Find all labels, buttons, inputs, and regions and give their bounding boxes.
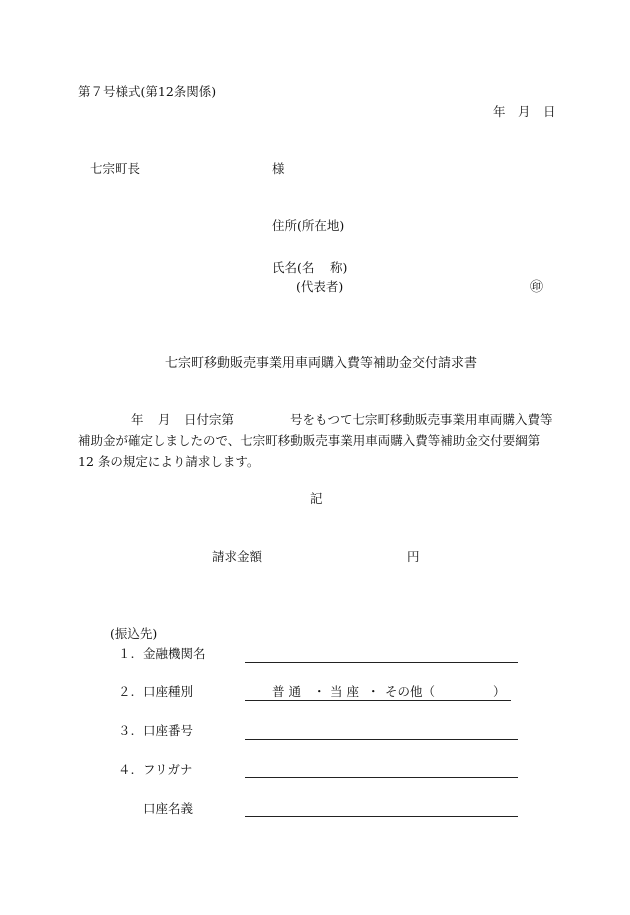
bank-item-label-account-holder: 口座名義 <box>143 801 194 816</box>
institution-name-underline <box>245 662 518 663</box>
name-label-prefix: 氏名(名 <box>272 260 315 275</box>
account-number-underline <box>245 739 518 740</box>
body-line3: 12 条の規定により請求します。 <box>78 454 260 469</box>
ki-marker: 記 <box>310 491 323 506</box>
date-day-label: 日 <box>543 104 556 119</box>
account-type-checking: 当 座 <box>330 684 359 699</box>
account-type-close: ） <box>493 684 506 699</box>
bank-item-label-institution: 金融機関名 <box>143 646 206 661</box>
account-holder-underline <box>245 816 518 817</box>
bank-item-label-account-number: 口座番号 <box>143 723 194 738</box>
bank-heading: (振込先) <box>110 626 158 641</box>
bank-item-number: １. <box>118 646 135 661</box>
body-line1-text: 号をもつて七宗町移動販売事業用車両購入費等 <box>290 412 553 427</box>
form-number: 第７号様式(第12条関係) <box>78 84 217 99</box>
account-type-underline <box>245 700 511 701</box>
amount-unit: 円 <box>407 549 420 564</box>
address-label: 住所(所在地) <box>272 218 345 233</box>
body-line2: 補助金が確定しましたので、七宗町移動販売事業用車両購入費等補助金交付要綱第 <box>78 433 541 448</box>
bank-item-number: ３. <box>118 723 135 738</box>
account-type-other: その他（ <box>385 684 436 699</box>
furigana-underline <box>245 777 518 778</box>
document-title: 七宗町移動販売事業用車両購入費等補助金交付請求書 <box>165 356 478 371</box>
bank-item-label-account-type: 口座種別 <box>143 684 194 699</box>
representative-label: (代表者) <box>296 279 344 294</box>
bank-item-label-furigana: フリガナ <box>143 762 193 777</box>
bank-item-number: ４. <box>118 762 135 777</box>
seal-mark: ㊞ <box>530 280 544 295</box>
addressee-honorific: 様 <box>272 161 285 176</box>
account-type-separator: ・ <box>367 684 380 699</box>
amount-label: 請求金額 <box>212 549 263 564</box>
name-label-suffix: 称) <box>330 260 348 275</box>
body-month: 月 <box>158 412 171 427</box>
body-year: 年 <box>131 412 144 427</box>
bank-item-number: ２. <box>118 684 135 699</box>
addressee-mayor: 七宗町長 <box>90 161 141 176</box>
date-month-label: 月 <box>518 104 531 119</box>
account-type-separator: ・ <box>313 684 326 699</box>
body-date-ref: 日付宗第 <box>184 412 235 427</box>
account-type-regular: 普 通 <box>272 684 301 699</box>
date-year-label: 年 <box>493 104 506 119</box>
